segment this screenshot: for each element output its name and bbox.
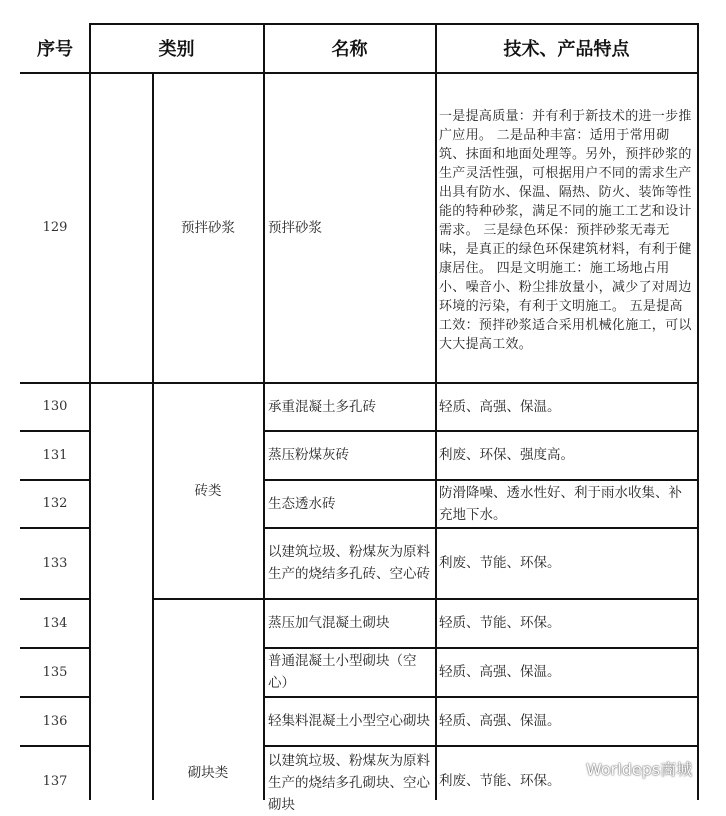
row-name: 轻集料混凝土小型空心砌块 (268, 713, 430, 729)
row-name: 预拌砂浆 (268, 219, 322, 236)
header-name: 名称 (331, 39, 368, 60)
header-seq: 序号 (37, 39, 73, 60)
row-name: 蒸压粉煤灰砖 (268, 447, 349, 463)
header-features: 技术、产品特点 (503, 39, 630, 60)
row-seq: 130 (42, 399, 68, 414)
row-seq: 131 (42, 447, 68, 463)
rule (435, 23, 437, 800)
group-block: 砌块类 (187, 765, 229, 781)
row-seq: 136 (42, 713, 68, 729)
header-category: 类别 (158, 39, 195, 60)
row-category: 预拌砂浆 (181, 219, 235, 236)
row-seq: 134 (42, 615, 68, 631)
watermark (558, 756, 692, 780)
row-seq: 129 (42, 220, 68, 235)
row-features: 轻质、高强、保温。 (439, 713, 561, 729)
row-seq: 133 (42, 555, 68, 571)
row-features: 轻质、节能、环保。 (439, 615, 561, 631)
row-name: 以建筑垃圾、粉煤灰为原料生产的烧结多孔砌块、空心砌块 (268, 753, 430, 813)
group-brick: 砖类 (194, 482, 222, 499)
row-features: 利废、节能、环保。 (439, 773, 561, 789)
row-name: 以建筑垃圾、粉煤灰为原料生产的烧结多孔砖、空心砖 (268, 544, 430, 582)
row-features: 利废、节能、环保。 (439, 555, 561, 571)
row-features: 一是提高质量：并有利于新技术的进一步推广应用。 二是品种丰富：适用于常用砌筑、抹面和地面处理等。另外，预拌砂浆的生产灵活性强，可根据用户不同的需求生产出具有防水、保温、隔热、防火、装饰等性能的特种砂浆，满足不同的施工工艺和设计需求。 三是绿色环保：预拌砂浆无毒无味，是真正的绿色环保建筑材料，有利于健康居住。 四是文明施工：施工场地占用小、噪音小、粉尘排放量小，减少了对周边环境的污染，有利于文明施工。 五是提高工效：预拌砂浆适合采用机械化施工，可以大大提高工效。 (439, 109, 692, 352)
row-features: 轻质、高强、保温。 (439, 398, 561, 415)
rule (697, 23, 699, 800)
watermark-text: Worldeps商城 (586, 759, 693, 779)
rule (263, 23, 265, 800)
row-name: 生态透水砖 (268, 495, 336, 512)
row-name: 承重混凝土多孔砖 (268, 398, 376, 415)
row-features: 利废、环保、强度高。 (439, 447, 574, 463)
wechat-icon (558, 756, 580, 780)
row-seq: 132 (42, 496, 68, 511)
row-name: 普通混凝土小型砌块（空心） (268, 653, 417, 691)
row-seq: 137 (42, 773, 68, 789)
row-name: 蒸压加气混凝土砌块 (268, 615, 390, 631)
row-features: 防滑降噪、透水性好、利于雨水收集、补充地下水。 (439, 484, 682, 523)
row-features: 轻质、高强、保温。 (439, 664, 561, 680)
row-seq: 135 (42, 664, 68, 680)
